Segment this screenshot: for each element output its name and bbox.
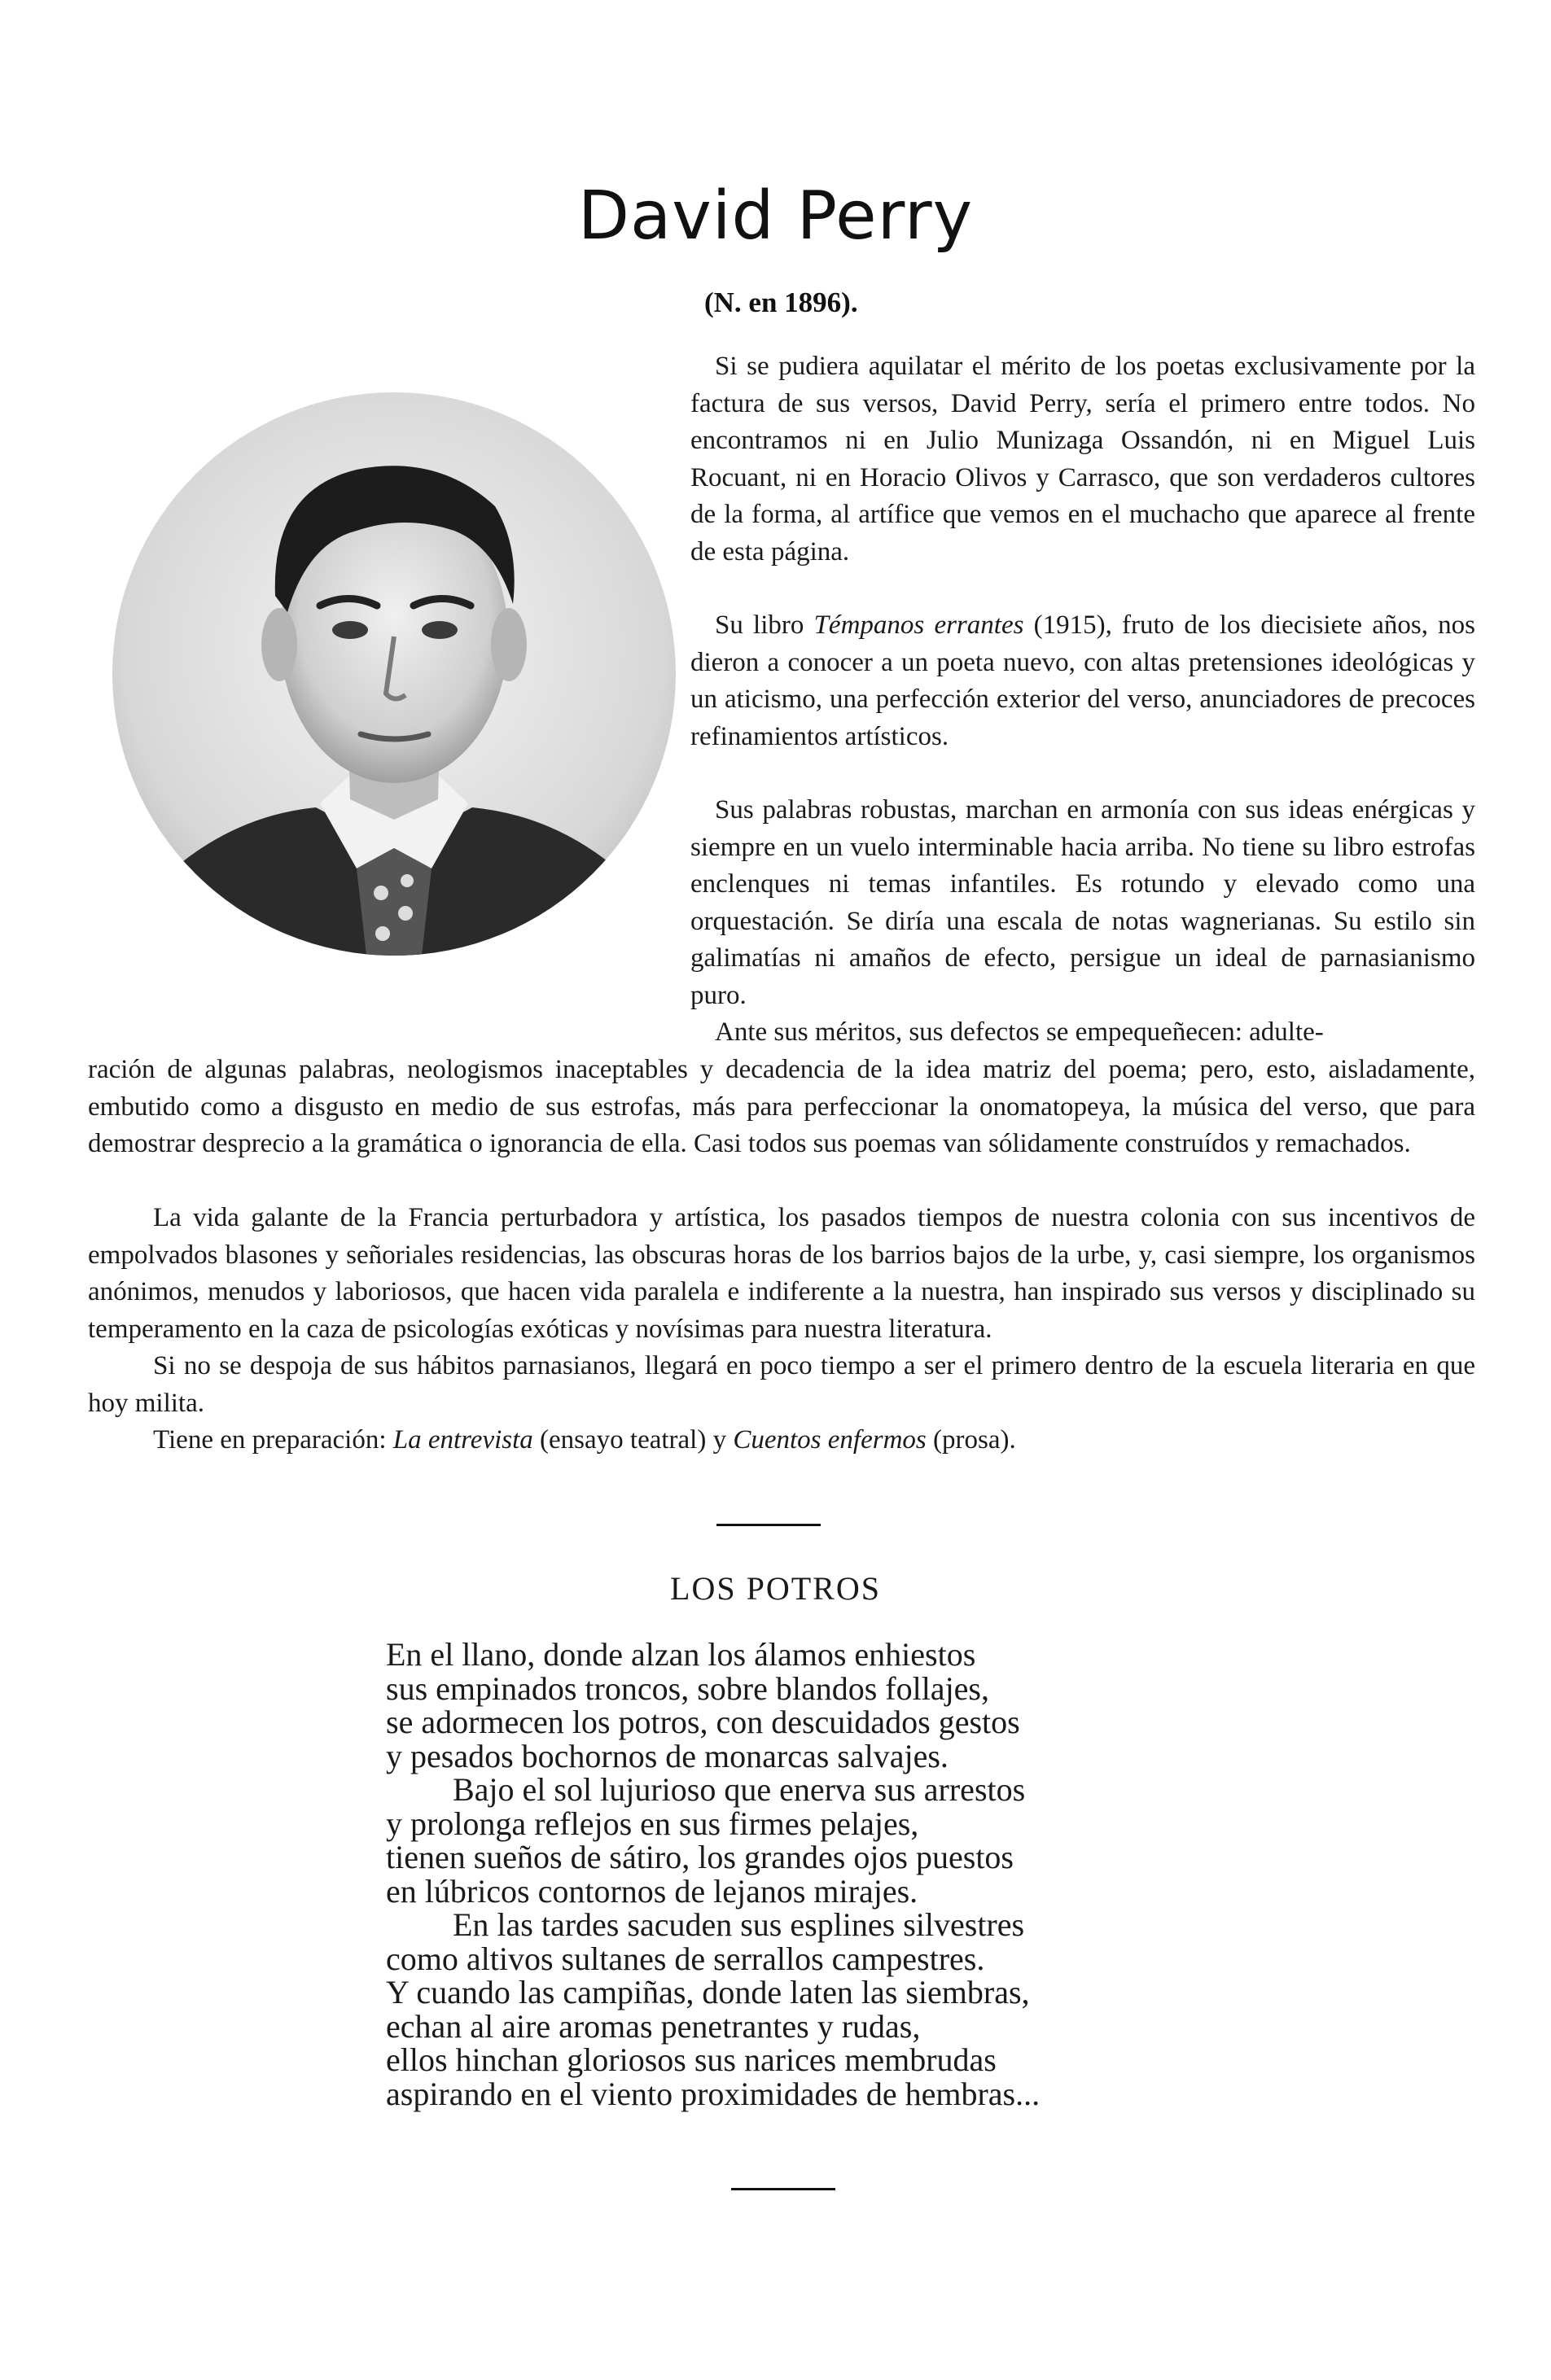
book-title: Témpanos errantes: [813, 610, 1024, 640]
poem-line: en lúbricos contornos de lejanos mirajes.: [386, 1872, 918, 1910]
bio-paragraph-5: La vida galante de la Francia perturbadora y artística, los pasados tiempos de nuestra colonia con sus incentivos de empolvados blasones y señoriales residencias, las obscuras horas de los barrios bajos de la urbe, y, casi siempre, los organismos anónimos, menudos y laboriosos, que hacen vida paralela e indiferente a la nuestra, han inspirado sus versos y disciplinado su temperamento en la caza de psicologías exóticas y novísimas para nuestra literatura.: [88, 1203, 1475, 1344]
bio-paragraph-3: Sus palabras robustas, marchan en armonía con sus ideas enérgicas y siempre en un vuelo interminable hacia arriba. No tiene su libro estrofas enclenques ni temas infantiles. Es rotundo y elevado como una orquestación. Se diría una escala de notas wagnerianas. Su estilo sin galimatías ni amaños de efecto, persigue un ideal de parnasianismo puro.: [690, 795, 1475, 1010]
poem-line: y pesados bochornos de monarcas salvajes.: [386, 1737, 949, 1774]
bio-paragraph-4-continued: ración de algunas palabras, neologismos inaceptables y decadencia de la idea matriz del poema; pero, esto, aisladamente, embutido como a disgusto en medio de sus estrofas, más para perfeccionar la onomatopeya, la música del verso, que para demostrar desprecio a la gramática o ignorancia de ella. Casi todos sus poemas van sólidamente construídos y remachados.: [88, 1055, 1475, 1158]
bio-paragraph-2: Su libro Témpanos errantes (1915), fruto de los diecisiete años, nos dieron a conocer a un poeta nuevo, con altas pretensiones ideológicas y un aticismo, una perfección exterior del verso, anunciadores de precoces refinamientos artísticos.: [690, 610, 1476, 751]
author-portrait: [112, 392, 676, 956]
bio-paragraph-4-start: Ante sus méritos, sus defectos se empequeñecen: adulte-: [715, 1017, 1324, 1047]
poem-line: y prolonga reflejos en sus firmes pelajes,: [386, 1805, 919, 1842]
divider-rule: [716, 1524, 821, 1526]
poem-line: En el llano, donde alzan los álamos enhiestos: [386, 1636, 976, 1673]
poem-line: tienen sueños de sátiro, los grandes ojos puestos: [386, 1839, 1014, 1875]
poem-line: En las tardes sacuden sus esplines silvestres: [453, 1906, 1025, 1943]
poem-line: Bajo el sol lujurioso que enerva sus arrestos: [453, 1771, 1026, 1808]
poem-body: [386, 1638, 1282, 2111]
work-title-1: La entrevista: [392, 1425, 533, 1455]
poem-title: LOS POTROS: [670, 1570, 881, 1607]
poem-line: sus empinados troncos, sobre blandos follajes,: [386, 1669, 989, 1707]
poem-line: ellos hinchan gloriosos sus narices membrudas: [386, 2041, 997, 2078]
poem-line: echan al aire aromas penetrantes y rudas,: [386, 2007, 921, 2045]
poem-line: se adormecen los potros, con descuidados gestos: [386, 1704, 1020, 1740]
poem-line: aspirando en el viento proximidades de hembras...: [386, 2075, 1041, 2112]
bio-paragraph-7: Tiene en preparación: La entrevista (ensayo teatral) y Cuentos enfermos (prosa).: [153, 1425, 1016, 1455]
work-title-2: Cuentos enfermos: [733, 1425, 927, 1455]
poem-line: como altivos sultanes de serrallos campestres.: [386, 1940, 985, 1977]
bio-paragraph-6: Si no se despoja de sus hábitos parnasianos, llegará en poco tiempo a ser el primero dentro de la escuela literaria en que hoy milita.: [88, 1351, 1475, 1418]
page-title: David Perry: [577, 177, 974, 255]
poem-line: Y cuando las campiñas, donde laten las siembras,: [386, 1974, 1030, 2010]
birth-note: (N. en 1896).: [704, 287, 858, 318]
end-rule: [731, 2188, 835, 2190]
bio-paragraph-1: Si se pudiera aquilatar el mérito de los poetas exclusivamente por la factura de sus versos, David Perry, sería el primero entre todos. No encontramos ni en Julio Munizaga Ossandón, ni en Miguel Luis Rocuant, ni en Horacio Olivos y Carrasco, que son verdaderos cultores de la forma, al artífice que vemos en el muchacho que aparece al frente de esta página.: [690, 352, 1475, 567]
